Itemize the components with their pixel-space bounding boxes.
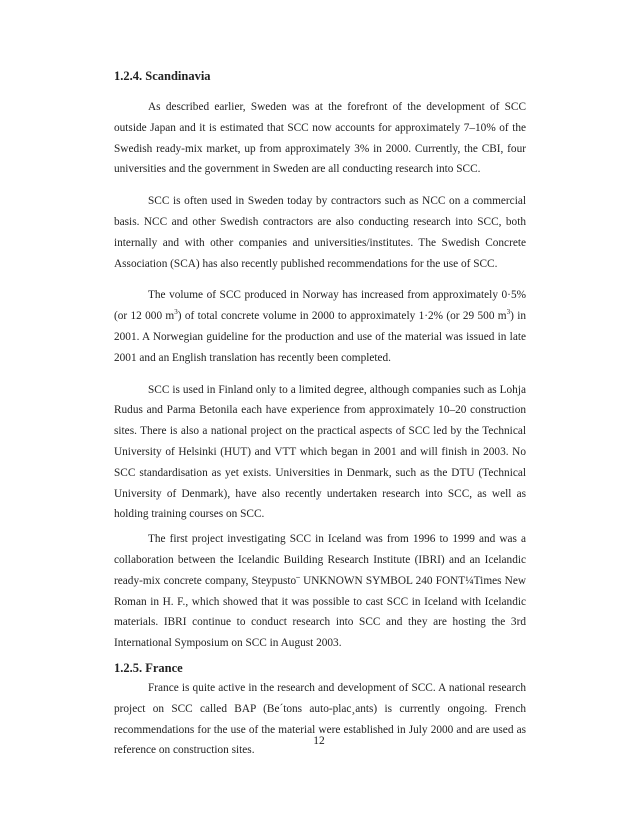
norway-text-2: ) of total concrete volume in 2000 to approximately 1·2% (or 29 500 m (177, 310, 507, 323)
paragraph-sweden-research: As described earlier, Sweden was at the forefront of the development of SCC outside Japan and it is estimated that SCC now accounts for approximately 7–10% of the Swedish ready-mix market, up from approximately 3% in 2000. Currently, the CBI, four universities and the government in Sweden are all conducting research into SCC. (114, 101, 526, 176)
document-page (114, 66, 526, 761)
page-number: 12 (313, 735, 325, 747)
norway-text-1: The volume of SCC produced in Norway has increased from approximately 0·5% (or 12 000 m (114, 289, 526, 323)
section-heading-france: 1.2.5. France (114, 660, 183, 675)
paragraph-sweden-contractors: SCC is often used in Sweden today by contractors such as NCC on a commercial basis. NCC and other Swedish contractors are also conducting research into SCC, both internally and with other companies and universities/institutes. The Swedish Concrete Association (SCA) has also recently published recommendations for the use of SCC. (114, 195, 526, 270)
paragraph-iceland: The first project investigating SCC in Iceland was from 1996 to 1999 and was a collaboration between the Icelandic Building Research Institute (IBRI) and an Icelandic ready-mix concrete company, Steypusto¨ UNKNOWN SYMBOL 240 FONT¼Times New Roman in H. F., which showed that it was possible to cast SCC in Iceland with Icelandic materials. IBRI continue to conduct research into SCC and they are hosting the 3rd International Symposium on SCC in August 2003. (114, 533, 526, 650)
norway-sup-2: 3 (506, 308, 511, 317)
paragraph-norway (114, 285, 526, 368)
norway-sup-1: 3 (174, 308, 178, 317)
paragraph-finland: SCC is used in Finland only to a limited degree, although companies such as Lohja Rudus and Parma Betonila each have experience from approximately 10–20 construction sites. There is also a national project on the practical aspects of SCC led by the Technical University of Helsinki (HUT) and VTT which began in 2001 and will finish in 2003. No SCC standardisation as yet exists. Universities in Denmark, such as the DTU (Technical University of Denmark), have also recently undertaken research into SCC, as well as holding training courses on SCC. (114, 383, 526, 521)
norway-text-3: ) in 2001. A Norwegian guideline for the production and use of the material was issued in late 2001 and an English translation has recently been completed. (114, 310, 526, 364)
section-heading-scandinavia: 1.2.4. Scandinavia (114, 69, 211, 83)
paragraph-france: France is quite active in the research and development of SCC. A national research project on SCC called BAP (Be´tons auto-plac¸ants) is currently ongoing. French recommendations for the use of the material were established in July 2000 and are used as reference on construction sites. (114, 681, 526, 757)
